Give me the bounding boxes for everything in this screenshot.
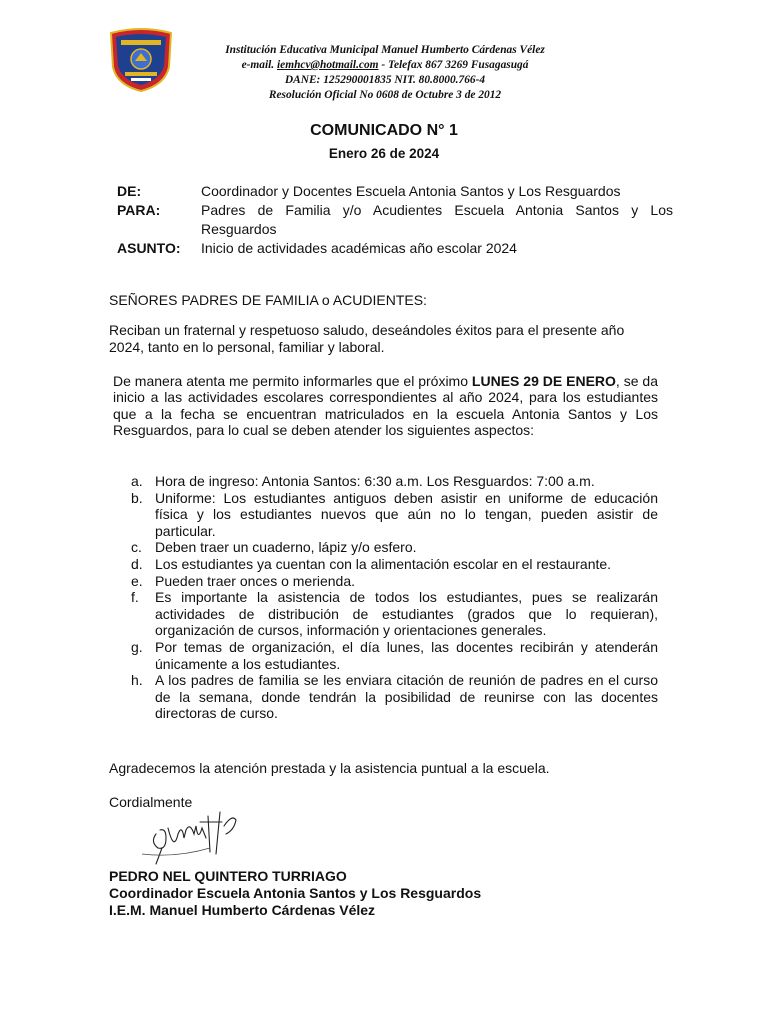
meta-row-from [117, 182, 673, 201]
main-paragraph [113, 373, 658, 439]
list-item-text: Es importante la asistencia de todos los estudiantes, pues se realizarán actividades de distribución de estudiantes (grados que lo requieran), organización de cursos, información y orientaciones generales. [155, 589, 658, 639]
contact-line [180, 58, 590, 73]
telefax: - Telefax 867 3269 Fusagasugá [378, 59, 529, 71]
signer-institution: I.E.M. Manuel Humberto Cárdenas Vélez [109, 902, 376, 918]
school-crest-logo [107, 27, 175, 93]
meta-value: Coordinador y Docentes Escuela Antonia Santos y Los Resguardos [201, 183, 621, 199]
list-marker: b. [131, 489, 143, 506]
list-marker: c. [131, 539, 142, 556]
aspects-list [131, 473, 658, 722]
list-item [131, 473, 658, 490]
list-marker: d. [131, 555, 143, 572]
meta-value: Padres de Familia y/o Acudientes Escuela Antonia Santos y Los Resguardos [201, 202, 673, 237]
meta-key: ASUNTO: [117, 240, 181, 256]
list-marker: h. [131, 672, 143, 689]
list-item [131, 556, 658, 573]
list-item [131, 589, 658, 639]
handwritten-signature [136, 808, 246, 866]
list-item-text: A los padres de familia se les enviara citación de reunión de padres en el curso de la semana, donde tendrán la posibilidad de reunirse con las docentes directoras de curso. [155, 672, 658, 722]
meta-key: PARA: [117, 202, 161, 218]
list-item [131, 573, 658, 590]
closing: Cordialmente [109, 794, 193, 810]
greeting: SEÑORES PADRES DE FAMILIA o ACUDIENTES: [109, 292, 427, 308]
signer-name: PEDRO NEL QUINTERO TURRIAGO [109, 868, 347, 884]
list-marker: g. [131, 638, 143, 655]
document-date: Enero 26 de 2024 [328, 146, 440, 161]
memo-meta [117, 182, 673, 258]
signer-role: Coordinador Escuela Antonia Santos y Los Resguardos [109, 885, 482, 901]
list-item-text: Uniforme: Los estudiantes antiguos deben asistir en uniforme de educación física y los estudiantes nuevos que aún no lo tengan, pueden asistir de particular. [155, 489, 658, 539]
list-item [131, 639, 658, 672]
list-marker: a. [131, 473, 143, 489]
intro-paragraph: Reciban un fraternal y respetuoso saludo, deseándoles éxitos para el presente año 2024, tanto en lo personal, familiar y laboral. [109, 322, 625, 355]
meta-key: DE: [117, 183, 142, 199]
institution-name: Institución Educativa Municipal Manuel Humberto Cárdenas Vélez [225, 44, 545, 56]
list-item-text: Pueden traer onces o merienda. [155, 572, 356, 589]
dane-nit: DANE: 125290001835 NIT. 80.8000.766-4 [284, 74, 486, 86]
email-link[interactable]: iemhcv@hotmail.com [277, 59, 379, 71]
list-marker: f. [131, 589, 139, 606]
document-title: COMUNICADO N° 1 [310, 122, 458, 139]
email-prefix: e-mail. [241, 59, 277, 71]
list-marker: e. [131, 572, 143, 589]
main-text-after: , se da inicio a las actividades escolares correspondientes al año 2024, para los estudiantes que a la fecha se encuentran matriculados en la escuela Antonia Santos y Los Resguardos, para lo cual se deben atender los siguientes aspectos: [113, 373, 658, 439]
meta-value: Inicio de actividades académicas año escolar 2024 [201, 240, 517, 256]
list-item [131, 539, 658, 556]
list-item-text: Por temas de organización, el día lunes, las docentes recibirán y atenderán únicamente a los estudiantes. [155, 638, 658, 672]
institution-header [180, 43, 590, 103]
resolution: Resolución Oficial No 0608 de Octubre 3 de 2012 [268, 89, 502, 101]
meta-row-to [117, 201, 673, 239]
start-date-highlight: LUNES 29 DE ENERO [471, 373, 616, 389]
list-item [131, 672, 658, 722]
signature-block [109, 868, 481, 919]
list-item-text: Deben traer un cuaderno, lápiz y/o esfero. [155, 539, 417, 556]
list-item-text: Los estudiantes ya cuentan con la alimentación escolar en el restaurante. [155, 555, 612, 572]
list-item-text: Hora de ingreso: Antonia Santos: 6:30 a.m. Los Resguardos: 7:00 a.m. [155, 473, 595, 489]
thanks-paragraph: Agradecemos la atención prestada y la asistencia puntual a la escuela. [109, 760, 550, 776]
main-text-before: De manera atenta me permito informarles que el próximo [113, 373, 472, 389]
list-item [131, 490, 658, 540]
meta-row-subject [117, 239, 673, 258]
